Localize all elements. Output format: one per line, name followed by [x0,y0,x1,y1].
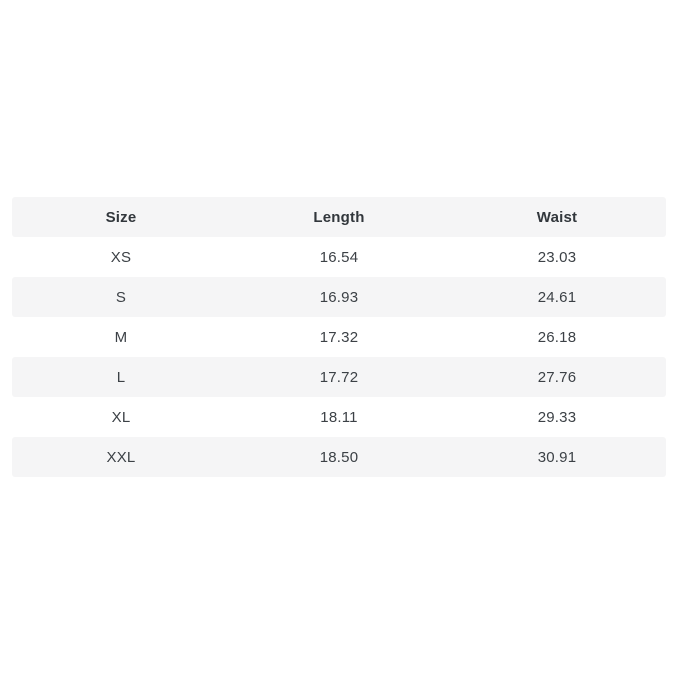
table-row-s [12,277,666,317]
table-row-m [12,317,666,357]
size-chart-header-row [12,197,666,237]
table-row-xxl [12,437,666,477]
waist-value: 26.18 [537,328,577,346]
size-value: L [116,368,126,386]
column-header-length: Length [313,208,365,226]
length-value: 16.54 [319,248,359,266]
waist-value: 24.61 [537,288,577,306]
waist-value: 27.76 [537,368,577,386]
size-value: S [115,288,127,306]
size-chart-table [12,197,666,477]
size-value: M [114,328,128,346]
size-value: XS [110,248,132,266]
size-value: XXL [106,448,136,466]
length-value: 17.72 [319,368,359,386]
waist-value: 29.33 [537,408,577,426]
column-header-waist: Waist [536,208,578,226]
length-value: 17.32 [319,328,359,346]
size-value: XL [111,408,131,426]
waist-value: 23.03 [537,248,577,266]
table-row-xs [12,237,666,277]
table-row-xl [12,397,666,437]
length-value: 18.11 [320,408,358,426]
length-value: 18.50 [319,448,359,466]
table-row-l [12,357,666,397]
length-value: 16.93 [319,288,359,306]
column-header-size: Size [105,208,137,226]
waist-value: 30.91 [537,448,577,466]
